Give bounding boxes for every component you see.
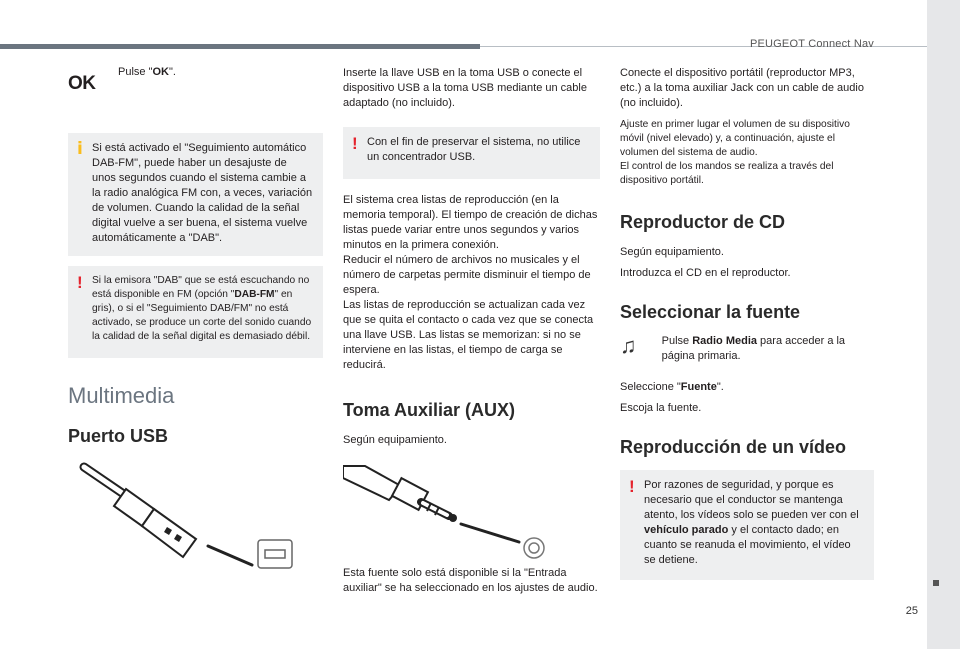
- warning-note-usb-text: Con el fin de preservar el sistema, no utilice un concentrador USB.: [367, 136, 581, 163]
- volume-adjust-text: Ajuste en primer lugar el volumen de su dispositivo móvil (nivel elevado) y, a continuación, ajuste el volumen del sistema de audio.: [620, 119, 850, 158]
- heading-usb-port: Puerto USB: [68, 426, 169, 446]
- warning-note-dab-fm: [68, 266, 323, 358]
- jack-port-icon: [524, 538, 544, 558]
- header-title: PEUGEOT Connect Nav: [749, 38, 874, 50]
- ok-instruction-text: Pulse "OK".: [118, 66, 176, 78]
- warning-icon: !: [629, 477, 635, 496]
- radio-media-instruction: [620, 334, 874, 364]
- choose-source-text: Escoja la fuente.: [620, 402, 702, 414]
- cd-insert-text: Introduzca el CD en el reproductor.: [620, 267, 791, 279]
- info-note-text: Si está activado el "Seguimiento automático DAB-FM", puede haber un desajuste de unos segundos cuando el sistema cambie a la radio analógica FM con, a veces, variación de volumen. Cuando la calidad de la señal digital vuelve a ser buena, el sistema vuelve automáticamente a "DAB".: [92, 142, 313, 244]
- side-strip: [927, 0, 960, 649]
- page-marker: [933, 580, 939, 586]
- warning-note-usb-hub: [343, 127, 600, 179]
- select-source-text: Seleccione "Fuente".: [620, 381, 724, 393]
- aux-equipment-text: Según equipamiento.: [343, 434, 447, 446]
- warning-note-text: Si la emisora "DAB" que se está escuchando no está disponible en FM (opción "DAB-FM" en gris), o si el "Seguimiento DAB/FM" no está activado, se produce un corte del sonido cuando la calidad de la señal digital es demasiado débil.: [92, 275, 312, 342]
- column-2: [343, 60, 600, 596]
- ok-instruction: [68, 65, 323, 95]
- page-number: 25: [905, 605, 918, 617]
- warning-note-video: [620, 470, 874, 580]
- volume-control-text: El control de los mandos se realiza a través del dispositivo portátil.: [620, 161, 834, 186]
- header-rule-dark: [0, 44, 480, 49]
- info-note-dab: [68, 133, 323, 256]
- info-icon: i: [77, 139, 83, 159]
- column-1: [68, 60, 323, 571]
- ok-button-icon: OK: [68, 73, 96, 94]
- warning-note-video-text: Por razones de seguridad, y porque es necesario que el conductor se mantenga atento, los vídeos solo se pueden ver con el vehículo parado y el contacto dado; en cuanto se reanuda el movimiento, el vídeo se detiene.: [644, 479, 859, 566]
- section-title-multimedia: Multimedia: [68, 383, 175, 408]
- playlist-reduce-text: Reducir el número de archivos no musicales y el número de carpetas permite disminuir el tiempo de espera.: [343, 254, 591, 296]
- jack-plug-illustration: [343, 458, 573, 560]
- usb-port-icon: [258, 540, 292, 568]
- warning-icon: !: [352, 134, 358, 153]
- warning-icon: !: [77, 273, 83, 292]
- playlist-update-text: Las listas de reproducción se actualizan cada vez que se quita el contacto o cada vez que se conecta una llave USB. Las listas se memorizan: si no se interviene en las listas, el tiempo de carga se reducirá.: [343, 299, 594, 371]
- usb-insert-text: Inserte la llave USB en la toma USB o conecte el dispositivo USB a la toma USB mediante un cable adaptado (no incluido).: [343, 67, 587, 109]
- heading-video-playback: Reproducción de un vídeo: [620, 437, 847, 457]
- heading-cd-player: Reproductor de CD: [620, 212, 786, 232]
- music-note-icon: ♫: [620, 333, 637, 358]
- radio-media-text: Pulse Radio Media para acceder a la página primaria.: [661, 335, 846, 362]
- cd-equipment-text: Según equipamiento.: [620, 246, 724, 258]
- heading-select-source: Seleccionar la fuente: [620, 302, 801, 322]
- usb-plug-illustration: [68, 459, 300, 571]
- column-3: [620, 60, 874, 580]
- heading-aux-input: Toma Auxiliar (AUX): [343, 400, 516, 420]
- playlist-creation-text: El sistema crea listas de reproducción (en la memoria temporal). El tiempo de creación de dichas listas puede variar entre unos segundos y varios minutos en la primera conexión.: [343, 194, 598, 251]
- aux-availability-text: Esta fuente solo está disponible si la "Entrada auxiliar" se ha seleccionado en los ajustes de audio.: [343, 567, 598, 594]
- aux-connect-text: Conecte el dispositivo portátil (reproductor MP3, etc.) a la toma auxiliar Jack con un cable de audio (no incluido).: [620, 67, 864, 109]
